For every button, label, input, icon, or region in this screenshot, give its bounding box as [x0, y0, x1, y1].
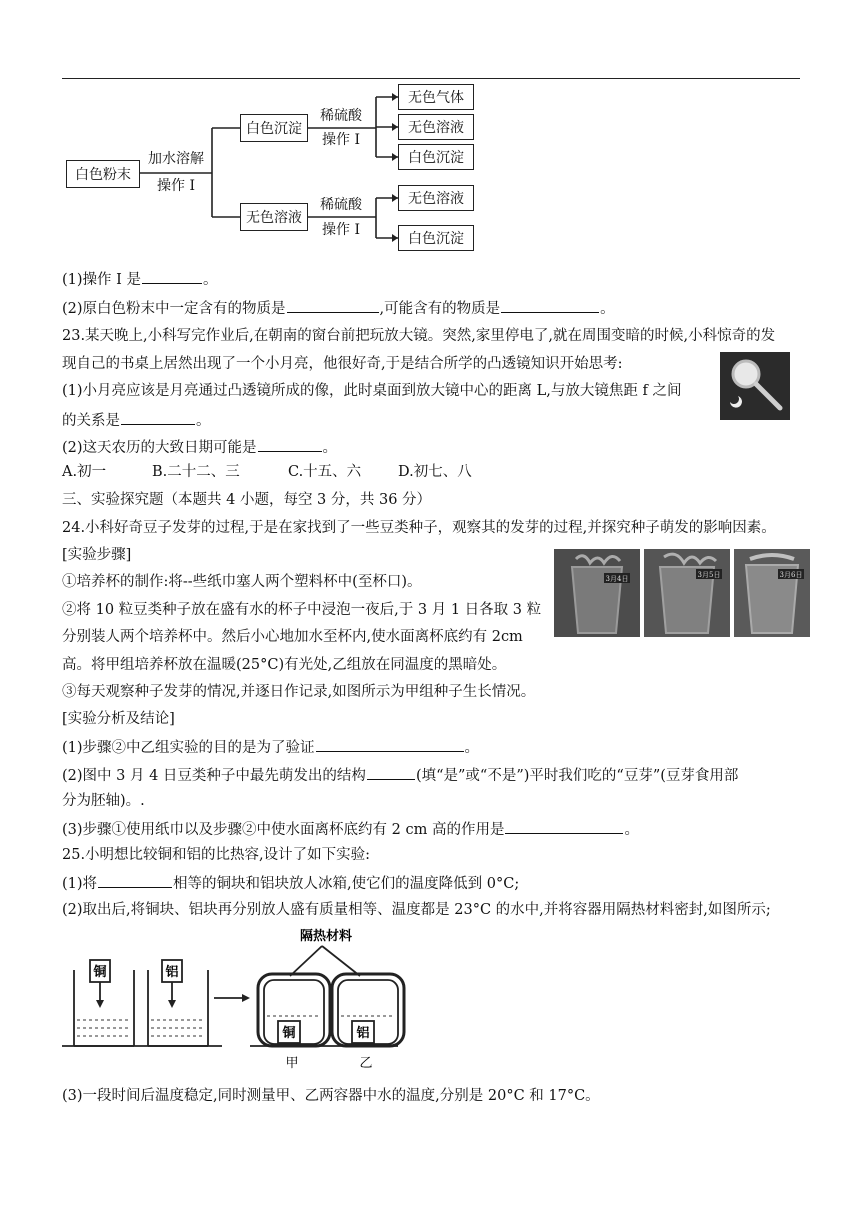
q24-steps-title: [实验步骤] — [62, 547, 132, 563]
answer-blank[interactable] — [287, 298, 379, 313]
q24-a1-end: 。 — [464, 740, 480, 756]
answer-blank[interactable] — [501, 298, 599, 313]
option-b: B.二十二、三 — [152, 464, 240, 480]
lower-box: 无色溶液 — [240, 203, 308, 231]
dissolve-label: 加水溶解 — [148, 151, 204, 167]
result-box: 白色沉淀 — [398, 225, 474, 251]
result-box: 无色溶液 — [398, 185, 474, 211]
magnifier-photo — [720, 352, 790, 420]
q25-intro: 25.小明想比较铜和铝的比热容,设计了如下实验: — [62, 847, 371, 863]
label-jia: 甲 — [285, 1056, 299, 1071]
aluminum-tag: 铝 — [165, 965, 179, 980]
cup-icon — [644, 549, 730, 637]
q24-a1-text: (1)步骤②中乙组实验的目的是为了验证 — [62, 740, 315, 756]
upper-op-label: 操作 I — [322, 132, 360, 148]
q24-a2 — [62, 765, 738, 785]
q22-p1 — [62, 269, 218, 289]
q25-p1 — [62, 873, 519, 893]
q24-a1 — [62, 737, 479, 757]
q24-step2c: 高。将甲组培养杯放在温暖(25°C)有光处,乙组放在同温度的黑暗处。 — [62, 657, 507, 673]
start-box: 白色粉末 — [66, 160, 140, 188]
option-c: C.十五、六 — [288, 464, 362, 480]
sprout-photo-day5 — [644, 549, 730, 637]
q23-p2-text: (2)这天农历的大致日期可能是 — [62, 440, 257, 456]
q23-options — [62, 463, 472, 481]
q24-intro: 24.小科好奇豆子发芽的过程,于是在家找到了一些豆类种子，观察其的发芽的过程,并探究种子萌发的影响因素。 — [62, 520, 776, 536]
q24-a3 — [62, 819, 639, 839]
copper-block: 铜 — [282, 1026, 296, 1041]
sprout-photo-day4 — [554, 549, 640, 637]
cup-icon — [734, 549, 810, 637]
photo-tag-day5: 3月5日 — [697, 571, 721, 579]
answer-blank[interactable] — [367, 765, 415, 780]
photo-tag-day4: 3月4日 — [605, 575, 629, 583]
option-d: D.初七、八 — [398, 464, 472, 480]
answer-blank[interactable] — [142, 269, 202, 284]
q24-step2b: 分别装人两个培养杯中。然后小心地加水至杯内,使水面离杯底约有 2cm — [62, 629, 523, 645]
magnifier-icon — [720, 352, 790, 420]
q25-p2: (2)取出后,将铜块、铝块再分别放人盛有质量相等、温度都是 23°C 的水中,并将容器用隔热材料密封,如图所示; — [62, 902, 771, 918]
q23-p2 — [62, 437, 337, 457]
q24-a2-text: (2)图中 3 月 4 日豆类种子中最先萌发出的结构 — [62, 768, 366, 784]
q25-p1-rest: 相等的铜块和铝块放人冰箱,使它们的温度降低到 0°C; — [173, 876, 520, 892]
q24-a2-line2: 分为胚轴)。. — [62, 793, 145, 809]
photo-tag-day6: 3月6日 — [779, 571, 803, 579]
lower-acid-label: 稀硫酸 — [320, 197, 362, 213]
q23-p1b-end: 。 — [196, 413, 211, 429]
section3-heading: 三、实验探究题（本题共 4 小题，每空 3 分，共 36 分） — [62, 492, 432, 508]
q23-intro-2: 现自己的书桌上居然出现了一个小月亮，他很好奇,于是结合所学的凸透镜知识开始思考: — [62, 356, 623, 372]
answer-blank[interactable] — [258, 437, 322, 452]
q23-p1b-text: 的关系是 — [62, 413, 120, 429]
answer-blank[interactable] — [316, 737, 464, 752]
q22-p2-end: 。 — [600, 301, 615, 317]
q24-a3-text: (3)步骤①使用纸巾以及步骤②中使水面离杯底约有 2 cm 高的作用是 — [62, 822, 505, 838]
q24-a3-end: 。 — [624, 822, 639, 838]
q22-p2 — [62, 298, 615, 318]
answer-blank[interactable] — [505, 819, 623, 834]
sprout-photo-day6 — [734, 549, 810, 637]
aluminum-block: 铝 — [356, 1026, 370, 1041]
q23-intro-1: 23.某天晚上,小科写完作业后,在朝南的窗台前把玩放大镜。突然,家里停电了,就在周围变暗的时候,小科惊奇的发 — [62, 328, 776, 344]
q22-p1-end: 。 — [203, 272, 218, 288]
q24-step1: ①培养杯的制作:将--些纸巾塞人两个塑料杯中(至杯口)。 — [62, 574, 422, 590]
q22-p1-text: (1)操作 I 是 — [62, 272, 141, 288]
answer-blank[interactable] — [98, 873, 172, 888]
option-a: A.初一 — [62, 464, 107, 480]
result-box: 白色沉淀 — [398, 144, 474, 170]
q22-p2-text: (2)原白色粉末中一定含有的物质是 — [62, 301, 286, 317]
copper-tag: 铜 — [93, 965, 107, 980]
beaker-figure — [0, 926, 860, 1076]
q25-p1-text: (1)将 — [62, 876, 98, 892]
insulation-label: 隔热材料 — [299, 929, 353, 944]
q24-analysis-title: [实验分析及结论] — [62, 711, 175, 727]
q24-step2a: ②将 10 粒豆类种子放在盛有水的杯子中浸泡一夜后,于 3 月 1 日各取 3 粒 — [62, 602, 542, 618]
cup-icon — [554, 549, 640, 637]
q23-p1a: (1)小月亮应该是月亮通过凸透镜所成的像，此时桌面到放大镜中心的距离 L,与放大镜焦距 f 之间 — [62, 383, 682, 399]
q23-p2-end: 。 — [322, 440, 338, 456]
q22-p2-mid: ,可能含有的物质是 — [379, 301, 501, 317]
q24-step3: ③每天观察种子发芽的情况,并逐日作记录,如图所示为甲组种子生长情况。 — [62, 684, 536, 700]
q23-p1b — [62, 410, 211, 430]
op1-label: 操作 I — [157, 178, 195, 194]
result-box: 无色溶液 — [398, 114, 474, 140]
upper-box: 白色沉淀 — [240, 114, 308, 142]
q25-p3: (3)一段时间后温度稳定,同时测量甲、乙两容器中水的温度,分别是 20°C 和 17°C。 — [62, 1088, 600, 1104]
result-box: 无色气体 — [398, 84, 474, 110]
label-yi: 乙 — [359, 1056, 373, 1071]
answer-blank[interactable] — [121, 410, 195, 425]
upper-acid-label: 稀硫酸 — [320, 108, 362, 124]
q24-a2-rest: (填“是”或“不是”)平时我们吃的“豆芽”(豆芽食用部 — [415, 768, 739, 784]
lower-op-label: 操作 I — [322, 222, 360, 238]
